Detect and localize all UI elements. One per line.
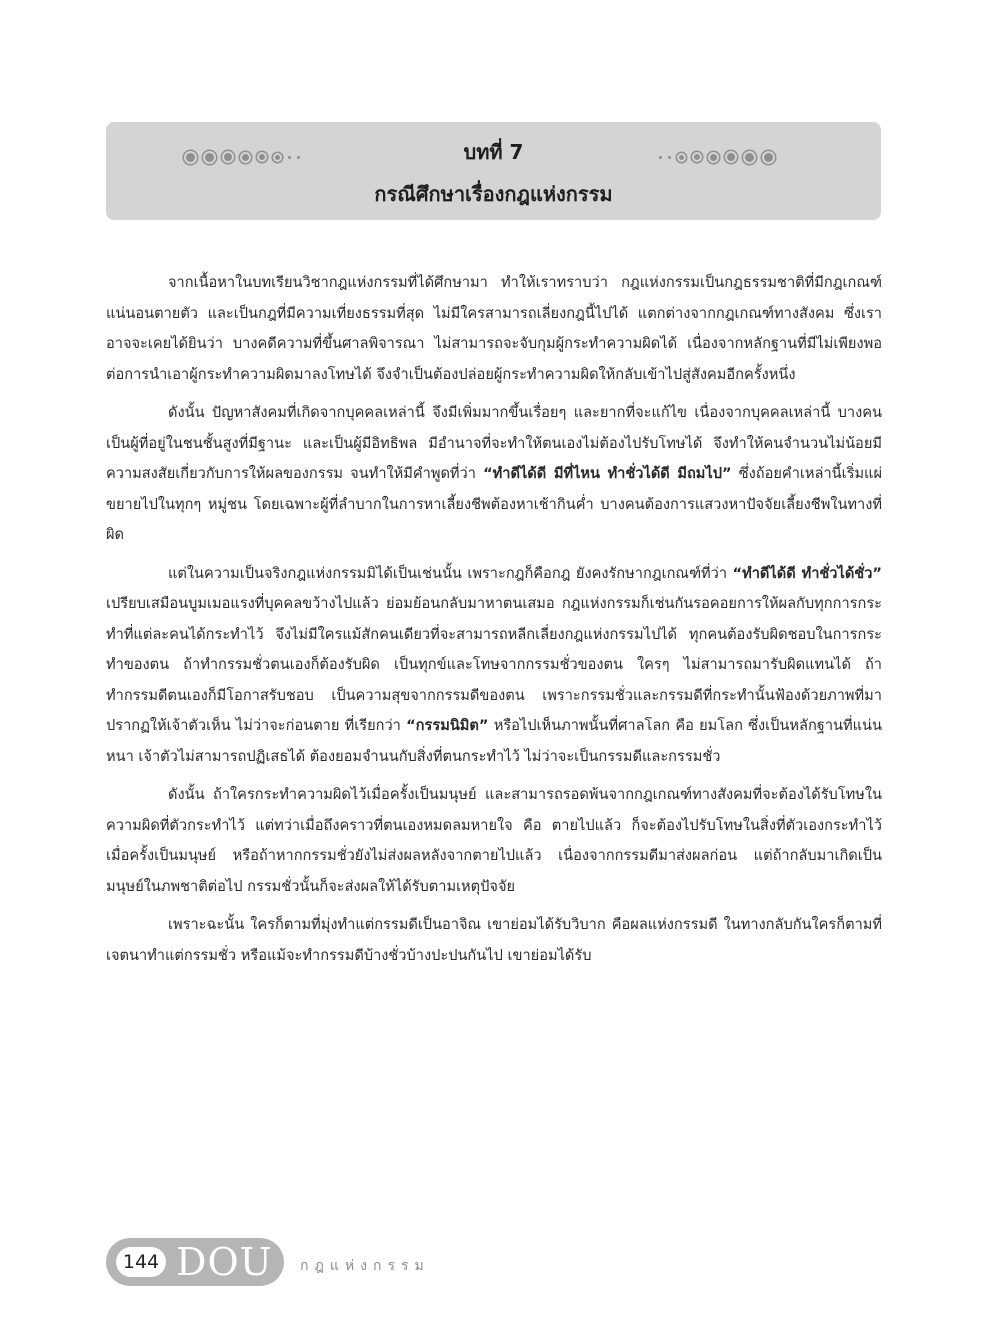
dot-icon — [743, 151, 756, 164]
page-number: 144 — [116, 1247, 166, 1277]
dou-logo: DOU — [176, 1240, 273, 1284]
decorative-dots-right — [659, 149, 781, 165]
dot-icon — [725, 151, 737, 163]
chapter-title: บทที่ 7 — [463, 140, 524, 164]
paragraph-2 — [106, 398, 882, 551]
dot-icon — [708, 152, 719, 163]
dot-icon — [762, 151, 775, 164]
paragraph-3 — [106, 559, 882, 773]
paragraph-5: เพราะฉะนั้น ใครก็ตามที่มุ่งทำแต่กรรมดีเป็นอาจิณ เขาย่อมได้รับวิบาก คือผลแห่งกรรมดี ในทางกลับกันใครก็ตามที่เจตนาทำแต่กรรมชั่ว หรือแม้จะทำกรรมดีบ้างชั่วบ้างปะปนกันไป เขาย่อมได้รับ — [106, 916, 882, 964]
paragraph-1: จากเนื้อหาในบทเรียนวิชากฎแห่งกรรมที่ได้ศึกษามา ทำให้เราทราบว่า กฎแห่งกรรมเป็นกฎธรรมชาติที่มีกฎเกณฑ์แน่นอนตายตัว และเป็นกฎที่มีความเที่ยงธรรมที่สุด ไม่มีใครสามารถเลี่ยงกฎนี้ไปได้ แตกต่างจากกฎเกณฑ์ทางสังคม ซึ่งเราอาจจะเคยได้ยินว่า บางคดีความที่ขึ้นศาลพิจารณา ไม่สามารถจะจับกุมผู้กระทำความผิดได้ เนื่องจากหลักฐานที่มีไม่เพียงพอต่อการนำเอาผู้กระทำความผิดมาลงโทษได้ จึงจำเป็นต้องปล่อยผู้กระทำความผิดให้กลับเข้าไปสู่สังคมอีกครั้งหนึ่ง — [106, 274, 882, 383]
dot-icon — [677, 153, 686, 162]
paragraph-3-text-a: แต่ในความเป็นจริงกฎแห่งกรรมมิได้เป็นเช่นนั้น เพราะกฎก็คือกฎ ยังคงรักษากฎเกณฑ์ที่ว่า — [168, 564, 733, 582]
paragraph-2-text-b: ซึ่งถ้อยคำเหล่านี้เริ่มแผ่ขยายไปในทุกๆ หมู่ชน โดยเฉพาะผู้ที่ลำบากในการหาเลี้ยงชีพต้องหาเช้ากินค่ำ บางคนต้องการแสวงหาปัจจัยเลี้ยงชีพในทางที่ผิด — [106, 465, 883, 543]
chapter-header-banner — [106, 122, 881, 220]
dot-icon — [659, 156, 662, 159]
paragraph-2-text-a: ดังนั้น ปัญหาสังคมที่เกิดจากบุคคลเหล่านี้ จึงมีเพิ่มมากขึ้นเรื่อยๆ และยากที่จะแก้ไข เนื่องจากบุคคลเหล่านี้ บางคนเป็นผู้ที่อยู่ในชนชั้นสูงที่มีฐานะ และเป็นผู้มีอิทธิพล มีอำนาจที่จะทำให้ตนเองไม่ต้องไปรับโทษได้ จึงทำให้คนจำนวนไม่น้อยมีความสงสัยเกี่ยวกับการให้ผลของกรรม จนทำให้มีคำพูดที่ว่า — [106, 404, 882, 482]
dot-icon — [692, 152, 702, 162]
paragraph-3-quote: “ทำดีได้ดี ทำชั่วได้ชั่ว” — [732, 564, 882, 582]
footer-course-title: กฎแห่งกรรม — [300, 1258, 430, 1274]
paragraph-3-text-b: เปรียบเสมือนบูมเมอแรงที่บุคคลขว้างไปแล้ว ย่อมย้อนกลับมาหาตนเสมอ กฎแห่งกรรมก็เช่นกันรอคอยการให้ผลกับทุกการกระทำที่แต่ละคนได้กระทำไว้ จึงไม่มีใครแม้สักคนเดียวที่จะสามารถหลีกเลี่ยงกฎแห่งกรรมไปได้ ทุกคนต้องรับผิดชอบในการกระทำของตน ถ้าทำกรรมชั่วตนเองก็ต้องรับผิด เป็นทุกข์และโทษจากกรรมชั่วของตน ใครๆ ไม่สามารถมารับผิดแทนได้ ถ้าทำกรรมดีตนเองก็มีโอกาสรับชอบ เป็นความสุขจากกรรมดีของตน เพราะกรรมชั่วและกรรมดีที่กระทำนั้นฟ้องด้วยภาพที่มาปรากฏให้เจ้าตัวเห็น ไม่ว่าจะก่อนตาย ที่เรียกว่า — [106, 595, 882, 734]
paragraph-3-term: “กรรมนิมิต” — [406, 717, 489, 734]
paragraph-2-quote: “ทำดีได้ดี มีที่ไหน ทำชั่วได้ดี มีถมไป” — [483, 465, 732, 482]
chapter-subtitle: กรณีศึกษาเรื่องกฎแห่งกรรม — [374, 182, 613, 206]
dot-icon — [668, 156, 671, 159]
body-text — [106, 268, 882, 979]
footer-badge — [106, 1238, 284, 1286]
paragraph-3-text-c: หรือไปเห็นภาพนั้นที่ศาลโลก คือ ยมโลก ซึ่งเป็นหลักฐานที่แน่นหนา เจ้าตัวไม่สามารถปฏิเสธได้ ต้องยอมจำนนกับสิ่งที่ตนกระทำไว้ ไม่ว่าจะเป็นกรรมดีและกรรมชั่ว — [106, 717, 882, 765]
paragraph-4: ดังนั้น ถ้าใครกระทำความผิดไว้เมื่อครั้งเป็นมนุษย์ และสามารถรอดพ้นจากกฎเกณฑ์ทางสังคมที่จะต้องได้รับโทษในความผิดที่ตัวกระทำไว้ แต่ทว่าเมื่อถึงคราวที่ตนเองหมดลมหายใจ คือ ตายไปแล้ว ก็จะต้องไปรับโทษในสิ่งที่ตัวเองกระทำไว้เมื่อครั้งเป็นมนุษย์ หรือถ้าหากกรรมชั่วยังไม่ส่งผลหลังจากตายไปแล้ว เนื่องจากกรรมดีมาส่งผลก่อน แต่ถ้ากลับมาเกิดเป็นมนุษย์ในภพชาติต่อไป กรรมชั่วนั้นก็จะส่งผลให้ได้รับตามเหตุปัจจัย — [106, 786, 882, 895]
